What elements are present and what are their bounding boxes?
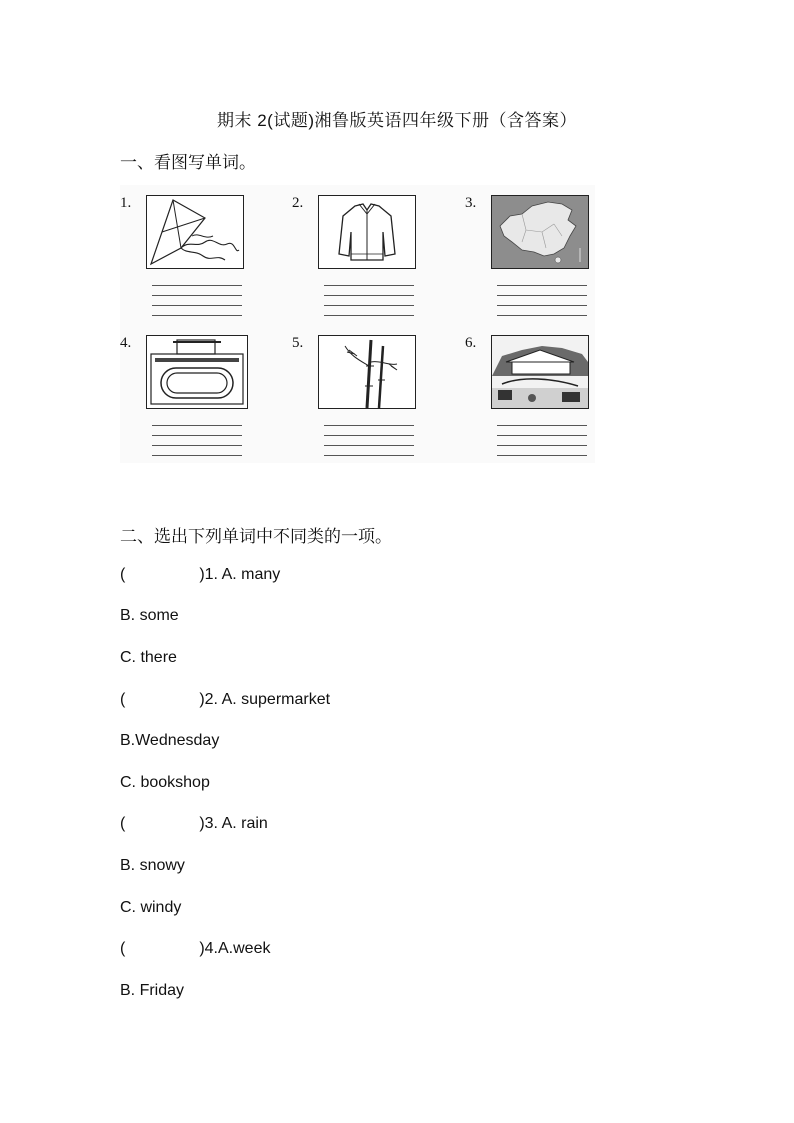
writing-lines[interactable] [324,285,414,325]
question-option-a: )1. A. many [199,566,281,583]
picture-grid [120,185,595,463]
question-3 [120,815,268,833]
china-map-picture-icon [491,195,589,269]
option-line: C. bookshop [120,774,210,791]
answer-paren-open: ( [120,566,126,583]
option-line: B.Wednesday [120,732,220,749]
village-picture-icon [491,335,589,409]
picture-item-2 [292,185,442,315]
picture-number: 3. [465,195,477,211]
picture-item-5 [292,325,442,455]
picture-number: 1. [120,195,132,211]
picture-number: 6. [465,335,477,351]
option-line: C. there [120,649,177,666]
option-line: B. snowy [120,857,185,874]
question-4 [120,940,270,958]
picture-item-3 [465,185,615,315]
picture-number: 4. [120,335,132,351]
answer-paren-open: ( [120,815,126,832]
answer-paren-open: ( [120,691,126,708]
question-option-a: )4.A.week [199,940,271,957]
writing-lines[interactable] [497,285,587,325]
writing-lines[interactable] [152,285,242,325]
writing-lines[interactable] [497,425,587,465]
question-option-a: )3. A. rain [199,815,268,832]
writing-lines[interactable] [324,425,414,465]
picture-number: 5. [292,335,304,351]
section-1-heading: 一、看图写单词。 [120,153,256,172]
picture-item-6 [465,325,615,455]
kite-picture-icon [146,195,244,269]
bamboo-picture-icon [318,335,416,409]
question-1 [120,566,280,584]
section-2-heading: 二、选出下列单词中不同类的一项。 [120,527,392,546]
stadium-picture-icon [146,335,248,409]
writing-lines[interactable] [152,425,242,465]
answer-paren-open: ( [120,940,126,957]
option-line: C. windy [120,899,182,916]
picture-number: 2. [292,195,304,211]
option-line: B. some [120,607,179,624]
question-2 [120,691,330,709]
jacket-picture-icon [318,195,416,269]
option-line: B. Friday [120,982,185,999]
picture-item-1 [120,185,270,315]
page-title: 期末 2(试题)湘鲁版英语四年级下册（含答案） [217,111,577,130]
picture-item-4 [120,325,270,455]
question-option-a: )2. A. supermarket [199,691,331,708]
